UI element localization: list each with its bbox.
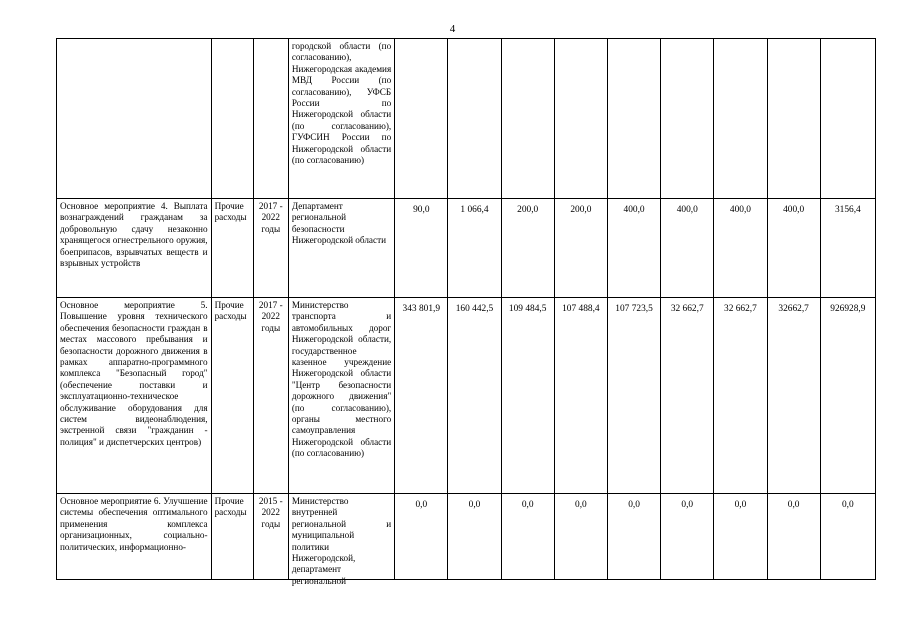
measure-cell: Основное мероприятие 5. Повышение уровня технического обеспечения безопасности граждан в местах массового пребывания и безопасности дорожного движения в рамках аппаратно-программного комплекса "Безопасный город" (обеспечение поставки и эксплуатационно-техническое обслуживание оборудования для систем видеонаблюдения, экстренной связи "гражданин - полиция" и диспетчерских центров) <box>57 298 212 494</box>
measure-text: Основное мероприятие 6. Улучшение системы обеспечения оптимального применения комплекса организационных, социально-политических, информационно- <box>60 496 208 552</box>
value-cell: 90,0 <box>395 199 448 298</box>
value-cell: 0,0 <box>714 494 767 580</box>
value-cell <box>501 39 554 199</box>
total-cell: 926928,9 <box>820 298 875 494</box>
value-cell: 343 801,9 <box>395 298 448 494</box>
value-cell: 32662,7 <box>767 298 820 494</box>
value-cell: 400,0 <box>767 199 820 298</box>
total-cell: 3156,4 <box>820 199 875 298</box>
executor-cell: городской области (по согласованию), Нижегородская академия МВД России (по согласованию), УФСБ России по Нижегородской области (по согласованию), ГУФСИН России по Нижегородской области (по согласованию) <box>288 39 394 199</box>
value-cell: 0,0 <box>607 494 660 580</box>
measure-cell <box>57 39 212 199</box>
page-number: 4 <box>449 23 456 35</box>
value-cell: 109 484,5 <box>501 298 554 494</box>
value-cell: 160 442,5 <box>448 298 501 494</box>
funding-source-cell <box>211 39 253 199</box>
value-cell <box>554 39 607 199</box>
value-cell: 400,0 <box>714 199 767 298</box>
value-cell: 32 662,7 <box>714 298 767 494</box>
funding-source-cell: Прочие расходы <box>211 199 253 298</box>
value-cell: 0,0 <box>661 494 714 580</box>
total-cell: 0,0 <box>820 494 875 580</box>
value-cell <box>767 39 820 199</box>
value-cell <box>395 39 448 199</box>
table-row <box>57 199 876 298</box>
value-cell: 0,0 <box>395 494 448 580</box>
value-cell: 0,0 <box>448 494 501 580</box>
measure-cell <box>57 494 212 580</box>
total-cell <box>820 39 875 199</box>
table-row <box>57 298 876 494</box>
executor-cell: Департамент региональной безопасности Нижегородской области <box>288 199 394 298</box>
measure-cell: Основное мероприятие 4. Выплата вознаграждений гражданам за добровольную сдачу незаконно хранящегося огнестрельного оружия, боеприпасов, взрывчатых веществ и взрывных устройств <box>57 199 212 298</box>
period-cell: 2017 - 2022 годы <box>253 199 288 298</box>
value-cell: 0,0 <box>767 494 820 580</box>
value-cell: 0,0 <box>554 494 607 580</box>
table-row <box>57 39 876 199</box>
period-cell: 2017 - 2022 годы <box>253 298 288 494</box>
value-cell: 200,0 <box>554 199 607 298</box>
value-cell: 400,0 <box>607 199 660 298</box>
executor-cell <box>288 494 394 586</box>
table-row <box>57 494 876 580</box>
value-cell: 200,0 <box>501 199 554 298</box>
value-cell <box>661 39 714 199</box>
value-cell: 400,0 <box>661 199 714 298</box>
value-cell: 32 662,7 <box>661 298 714 494</box>
value-cell: 0,0 <box>501 494 554 580</box>
executor-cell: Министерство транспорта и автомобильных дорог Нижегородской области, государственное казенное учреждение Нижегородской области "Центр безопасности дорожного движения" (по согласованию), органы местного самоуправления Нижегородской области (по согласованию) <box>288 298 394 494</box>
executor-text: Министерство внутренней региональной и муниципальной политики Нижегородской, департамент региональной <box>291 496 392 586</box>
funding-source-cell: Прочие расходы <box>211 298 253 494</box>
funding-source-cell: Прочие расходы <box>211 494 253 580</box>
period-cell <box>253 39 288 199</box>
value-cell <box>448 39 501 199</box>
value-cell <box>607 39 660 199</box>
value-cell: 107 723,5 <box>607 298 660 494</box>
value-cell: 107 488,4 <box>554 298 607 494</box>
program-measures-table <box>56 38 876 586</box>
value-cell: 1 066,4 <box>448 199 501 298</box>
value-cell <box>714 39 767 199</box>
period-cell: 2015 - 2022 годы <box>253 494 288 580</box>
